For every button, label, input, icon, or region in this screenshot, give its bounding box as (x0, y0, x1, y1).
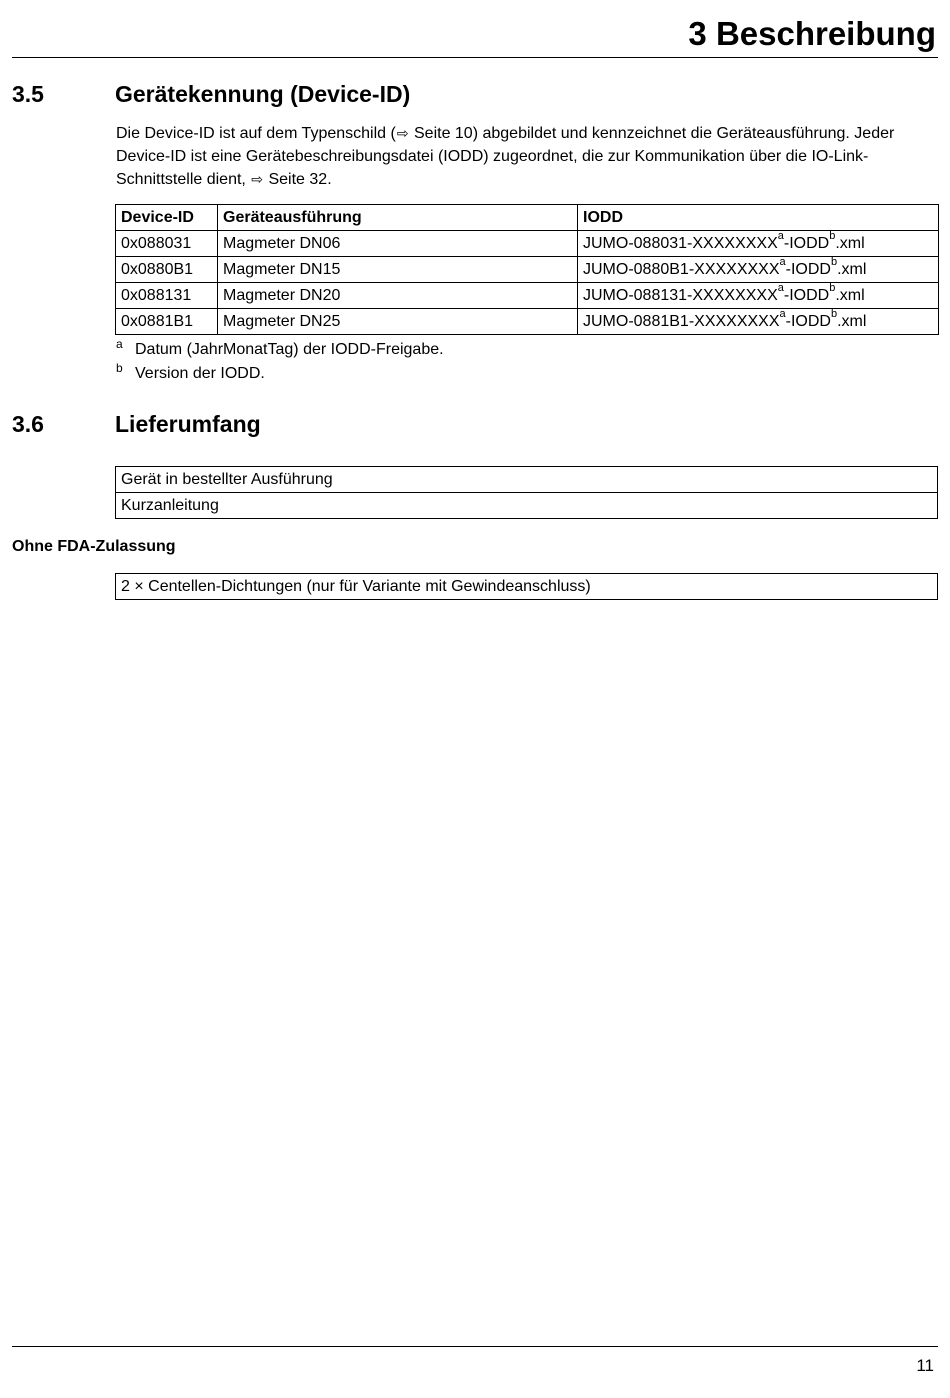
cell-iodd (578, 309, 939, 335)
cell-iodd (578, 257, 939, 283)
section-number: 3.5 (12, 81, 44, 107)
footnote-mark: b (116, 361, 123, 375)
device-id-table (115, 204, 939, 335)
footnote-ref-a: a (779, 308, 786, 321)
iodd-mid: -IODD (785, 260, 831, 278)
subheading-no-fda: Ohne FDA-Zulassung (12, 538, 176, 555)
footnote-ref-b: b (829, 282, 836, 295)
delivery-item: Gerät in bestellter Ausführung (116, 467, 938, 493)
page-number: 11 (916, 1356, 934, 1375)
iodd-mid: -IODD (783, 234, 830, 252)
column-header-device-id: Device-ID (116, 205, 218, 231)
table-row (116, 493, 938, 519)
intro-text-3: Seite 32. (264, 171, 332, 188)
cell-version: Magmeter DN20 (218, 283, 578, 309)
cell-version: Magmeter DN06 (218, 231, 578, 257)
table-row (116, 309, 939, 335)
cell-device-id: 0x0880B1 (116, 257, 218, 283)
iodd-prefix: JUMO-0881B1-XXXXXXXX (583, 312, 780, 330)
iodd-suffix: .xml (837, 312, 867, 330)
intro-paragraph (116, 122, 941, 192)
intro-text-1: Die Device-ID ist auf dem Typenschild ( (116, 125, 396, 142)
table-row (116, 257, 939, 283)
footnote-ref-a: a (777, 282, 784, 295)
intro-text-2: Seite 10) abgebildet und kennzeichnet die Geräteausführung. Jeder Device-ID ist eine Gerätebeschreibungsdatei (IODD) zugeordnet, die zur Kommunikation über die IO-Link-Schnittstelle dient, (116, 125, 895, 188)
footnote-ref-a: a (777, 230, 784, 243)
cell-iodd (578, 231, 939, 257)
scope-of-delivery-table (115, 466, 938, 519)
footnote-ref-b: b (830, 256, 838, 269)
iodd-suffix: .xml (837, 260, 867, 278)
iodd-prefix: JUMO-0880B1-XXXXXXXX (583, 260, 780, 278)
cell-device-id: 0x088131 (116, 283, 218, 309)
footnote-text: Version der IODD. (135, 365, 265, 382)
arrow-right-icon: ⇨ (251, 171, 264, 187)
table-row (116, 574, 938, 600)
section-title: Gerätekennung (Device-ID) (115, 81, 411, 107)
fda-extra-table (115, 573, 938, 600)
table-header-row (116, 205, 939, 231)
iodd-prefix: JUMO-088131-XXXXXXXX (583, 286, 778, 304)
section-number: 3.6 (12, 411, 44, 437)
delivery-item: Kurzanleitung (116, 493, 938, 519)
footer-divider (12, 1346, 938, 1347)
table-row (116, 231, 939, 257)
section-title: Lieferumfang (115, 411, 261, 437)
footnote-text: Datum (JahrMonatTag) der IODD-Freigabe. (135, 341, 444, 358)
footnote-mark: a (116, 337, 123, 351)
cell-iodd (578, 283, 939, 309)
arrow-right-icon: ⇨ (396, 125, 409, 141)
iodd-suffix: .xml (835, 286, 865, 304)
cell-device-id: 0x0881B1 (116, 309, 218, 335)
footnote-ref-b: b (829, 230, 836, 243)
cell-device-id: 0x088031 (116, 231, 218, 257)
table-row (116, 283, 939, 309)
iodd-suffix: .xml (835, 234, 865, 252)
header-divider (12, 57, 938, 58)
cell-version: Magmeter DN15 (218, 257, 578, 283)
cell-version: Magmeter DN25 (218, 309, 578, 335)
column-header-version: Geräteausführung (218, 205, 578, 231)
footnote-ref-b: b (830, 308, 838, 321)
column-header-iodd: IODD (578, 205, 939, 231)
table-row (116, 467, 938, 493)
footnote-ref-a: a (779, 256, 786, 269)
iodd-mid: -IODD (785, 312, 831, 330)
iodd-mid: -IODD (783, 286, 830, 304)
chapter-title: 3 Beschreibung (688, 15, 936, 52)
delivery-item: 2 × Centellen-Dichtungen (nur für Variante mit Gewindeanschluss) (116, 574, 938, 600)
iodd-prefix: JUMO-088031-XXXXXXXX (583, 234, 778, 252)
